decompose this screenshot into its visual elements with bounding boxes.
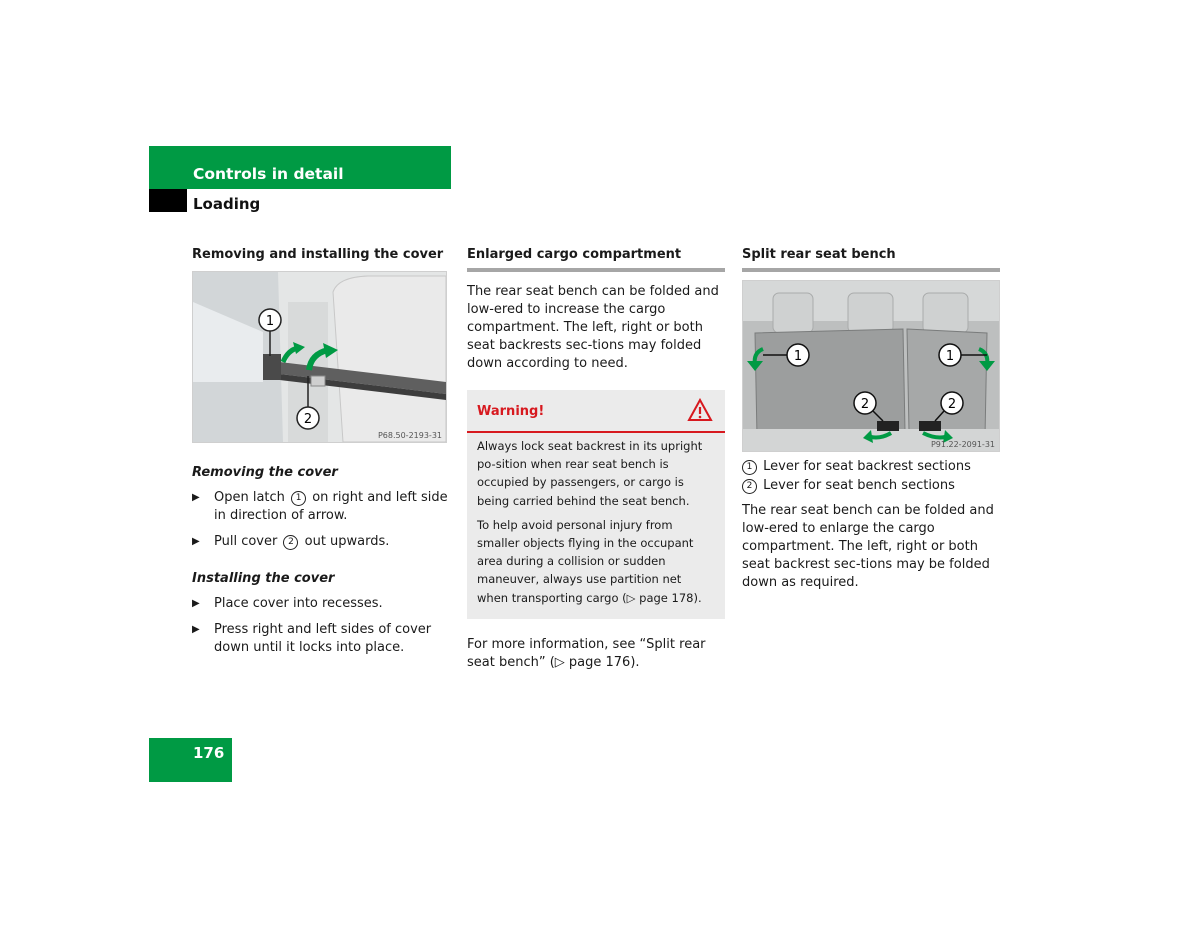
column-split-bench (742, 246, 1000, 592)
callout-number: 1 (742, 460, 757, 475)
seat-bench-figure (742, 280, 1000, 452)
list-item: ▶ Open latch 1 on right and left side in direction of arrow. (192, 490, 448, 523)
removing-heading: Removing the cover (192, 465, 338, 480)
svg-text:1: 1 (945, 349, 955, 364)
warning-title: Warning! (477, 404, 545, 419)
list-item: ▶ Pull cover 2 out upwards. (192, 534, 390, 549)
section-marker (149, 189, 187, 212)
section-heading-cargo: Enlarged cargo compartment (467, 246, 725, 272)
bullet-arrow-icon: ▶ (192, 624, 200, 635)
svg-text:2: 2 (947, 397, 957, 412)
warning-paragraph: To help avoid personal injury from smaller objects flying in the occupant area during a collision or sudden maneuver, always use partition net when transporting cargo (▷ page 178). (477, 517, 702, 605)
chapter-header (149, 146, 451, 189)
cover-figure (192, 271, 447, 443)
warning-triangle-icon (687, 398, 713, 426)
warning-box (467, 390, 725, 619)
svg-text:1: 1 (265, 314, 275, 329)
column-cover (192, 246, 450, 657)
legend-item: 2 Lever for seat bench sections (742, 477, 1000, 496)
more-info-paragraph: For more information, see “Split rear seat bench” (▷ page 176). (467, 636, 706, 670)
bullet-arrow-icon: ▶ (192, 492, 200, 503)
section-heading-split: Split rear seat bench (742, 246, 1000, 272)
list-item: ▶ Press right and left sides of cover down until it locks into place. (192, 622, 432, 655)
callout-number: 1 (291, 491, 306, 506)
split-bench-paragraph: The rear seat bench can be folded and low-ered to enlarge the cargo compartment. The left, right or both seat backrest sec-tions may be folded down as required. (742, 503, 994, 590)
svg-text:2: 2 (860, 397, 870, 412)
intro-paragraph: The rear seat bench can be folded and low-ered to increase the cargo compartment. The left, right or both seat backrests sec-tions may folded down according to need. (467, 284, 719, 371)
figure-code: P68.50-2193-31 (377, 431, 442, 440)
page-number: 176 (193, 744, 225, 762)
callout-number: 2 (283, 535, 298, 550)
list-item: ▶ Place cover into recesses. (192, 596, 383, 611)
figure-legend (742, 458, 1000, 495)
svg-text:2: 2 (303, 412, 313, 427)
section-heading-cover: Removing and installing the cover (192, 247, 444, 262)
installing-heading: Installing the cover (192, 571, 335, 586)
chapter-title: Controls in detail (193, 165, 344, 183)
svg-text:1: 1 (793, 349, 803, 364)
bullet-arrow-icon: ▶ (192, 536, 200, 547)
warning-paragraph: Always lock seat backrest in its upright po-sition when rear seat bench is occupied by passengers, or cargo is being carried behind the seat bench. (477, 439, 703, 508)
section-title: Loading (193, 195, 261, 213)
bullet-arrow-icon: ▶ (192, 598, 200, 609)
figure-code: P91.22-2091-31 (930, 440, 995, 449)
page-number-box (149, 738, 232, 782)
callout-number: 2 (742, 479, 757, 494)
column-cargo (467, 246, 725, 672)
legend-item: 1 Lever for seat backrest sections (742, 458, 1000, 477)
